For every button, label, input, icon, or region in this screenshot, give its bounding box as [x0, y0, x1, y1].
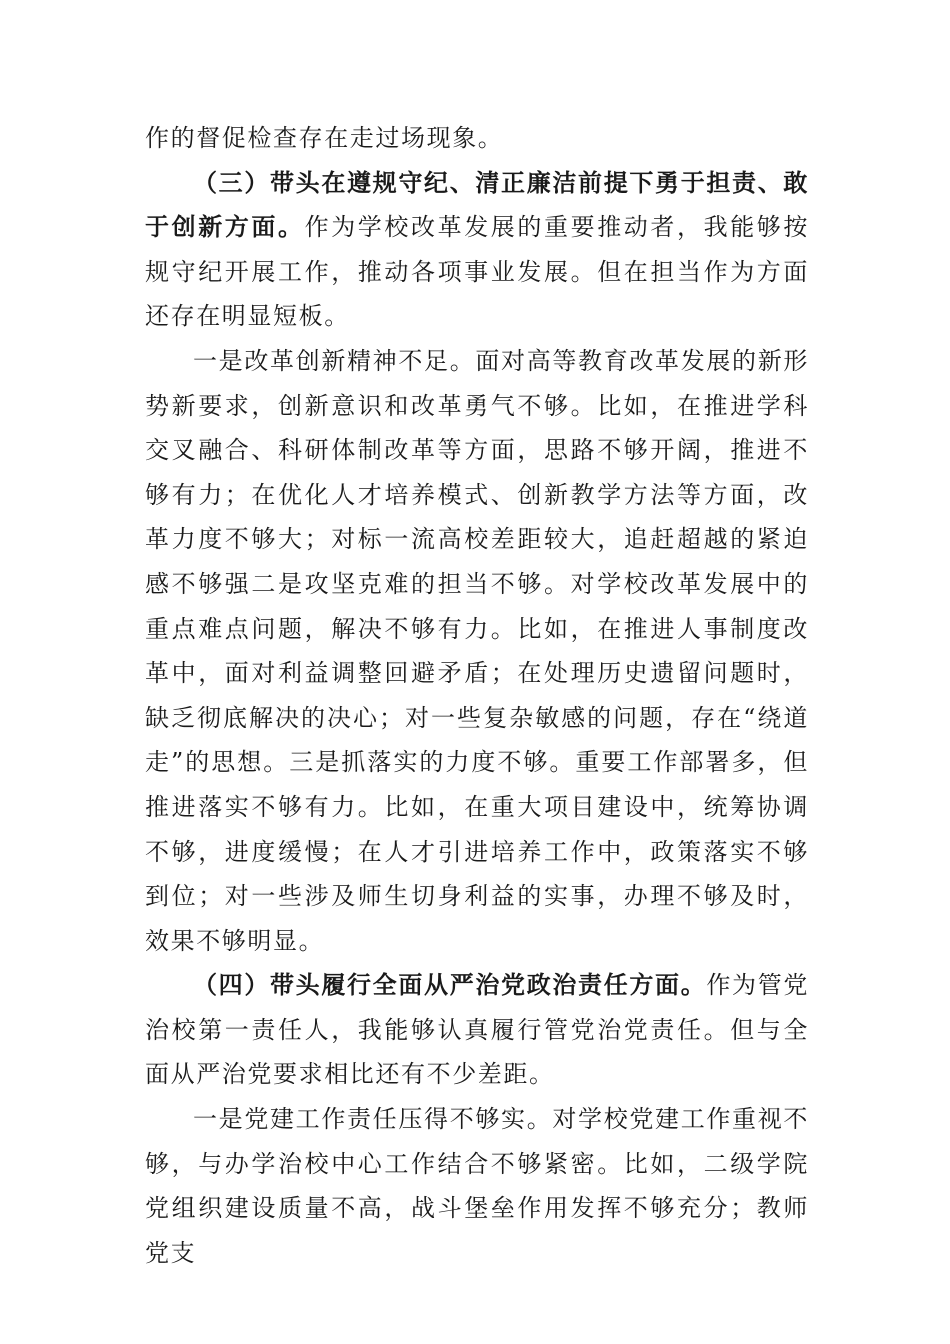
paragraph-text: 一是党建工作责任压得不够实。对学校党建工作重视不够，与办学治校中心工作结合不够紧密。比如，二级学院党组织建设质量不高，战斗堡垒作用发挥不够充分；教师党支 — [145, 1105, 809, 1267]
document-body — [145, 116, 809, 1275]
paragraph-text: 作为学校改革发展的重要推动者，我能够按规守纪开展工作，推动各项事业发展。但在担当作为方面还存在明显短板。 — [145, 213, 809, 331]
paragraph-text: 作的督促检查存在走过场现象。 — [145, 124, 504, 152]
paragraph-continuation — [145, 116, 809, 161]
section-heading: （四）带头履行全面从严治党政治责任方面。 — [193, 970, 707, 1000]
paragraph-innovation-issues — [145, 339, 809, 963]
paragraph-text: 作为管党治校第一责任人，我能够认真履行管党治党责任。但与全面从严治党要求相比还有不少差距。 — [145, 971, 809, 1089]
paragraph-section-four — [145, 963, 809, 1097]
paragraph-text: 一是改革创新精神不足。面对高等教育改革发展的新形势新要求，创新意识和改革勇气不够。比如，在推进学科交叉融合、科研体制改革等方面，思路不够开阔，推进不够有力；在优化人才培养模式、创新教学方法等方面，改革力度不够大；对标一流高校差距较大，追赶超越的紧迫感不够强二是攻坚克难的担当不够。对学校改革发展中的重点难点问题，解决不够有力。比如，在推进人事制度改革中，面对利益调整回避矛盾；在处理历史遗留问题时，缺乏彻底解决的决心；对一些复杂敏感的问题，存在“绕道走”的思想。三是抓落实的力度不够。重要工作部署多，但推进落实不够有力。比如，在重大项目建设中，统筹协调不够，进度缓慢；在人才引进培养工作中，政策落实不够到位；对一些涉及师生切身利益的实事，办理不够及时，效果不够明显。 — [145, 346, 809, 955]
section-heading: （三）带头在遵规守纪、清正廉洁前提下勇于担责、敢于创新方面。 — [145, 167, 809, 242]
paragraph-section-three — [145, 161, 809, 339]
paragraph-party-building-issues — [145, 1097, 809, 1275]
